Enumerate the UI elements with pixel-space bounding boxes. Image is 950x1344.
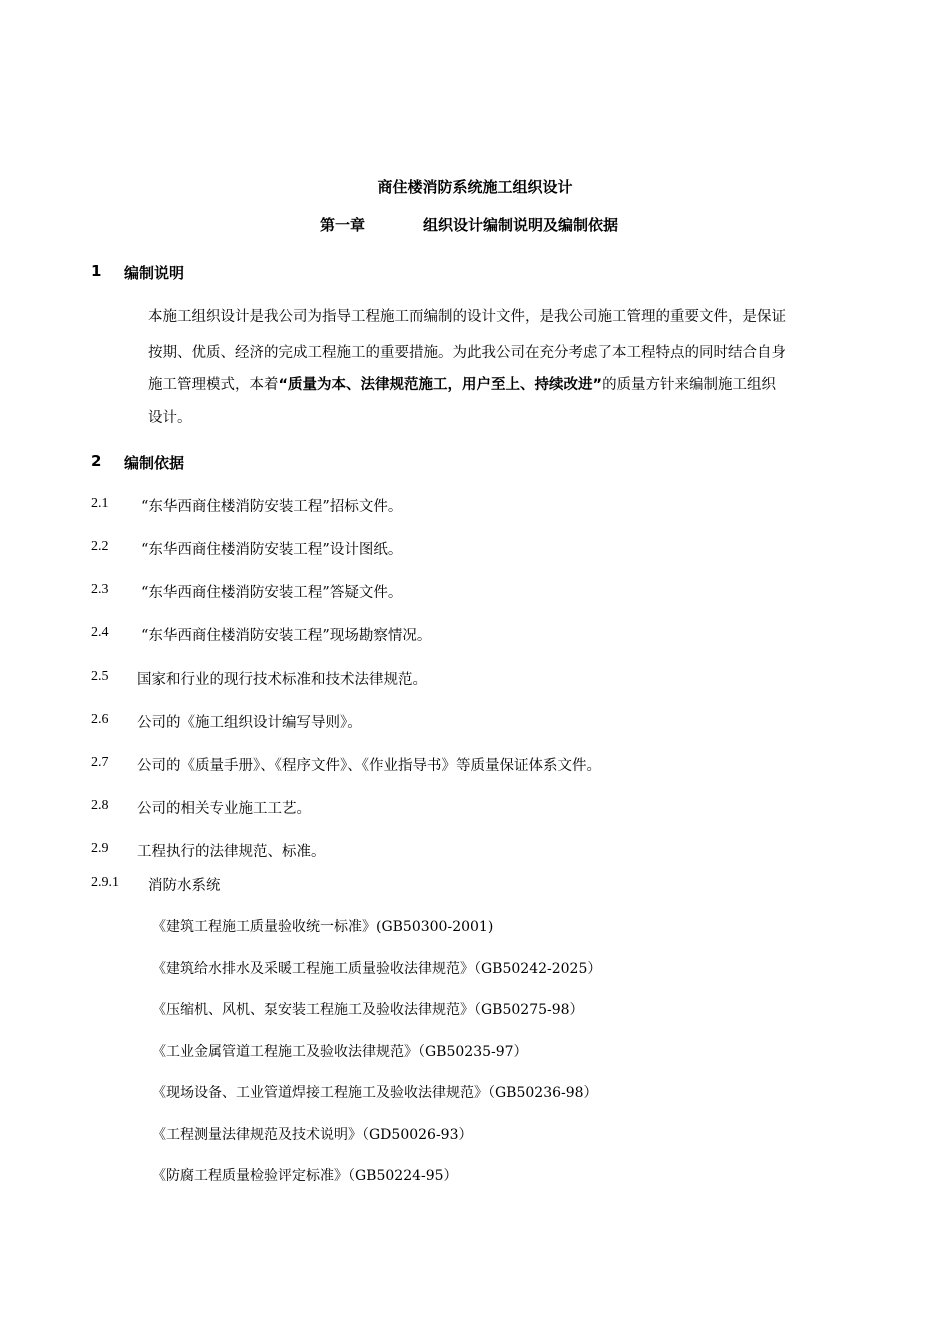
item-text: “东华西商住楼消防安装工程”现场勘察情况。 bbox=[141, 628, 432, 644]
standard-item: 《建筑给水排水及采暖工程施工质量验收法律规范》（GB50242-2025） bbox=[152, 961, 602, 977]
standard-item: 《现场设备、工业管道焊接工程施工及验收法律规范》（GB50236-98） bbox=[152, 1085, 598, 1101]
item-text: 公司的相关专业施工工艺。 bbox=[137, 801, 311, 817]
standard-item: 《建筑工程施工质量验收统一标准》(GB50300-2001) bbox=[152, 919, 494, 935]
item-number: 2.6 bbox=[91, 712, 109, 727]
item-number: 2.8 bbox=[91, 798, 109, 813]
standard-item: 《压缩机、风机、泵安装工程施工及验收法律规范》（GB50275-98） bbox=[152, 1002, 584, 1018]
item-text: 公司的《施工组织设计编写导则》。 bbox=[137, 715, 362, 731]
standard-item: 《防腐工程质量检验评定标准》（GB50224-95） bbox=[152, 1168, 458, 1184]
item-number: 2.5 bbox=[91, 669, 109, 684]
item-text: 国家和行业的现行技术标准和技术法律规范。 bbox=[137, 672, 427, 688]
section-1-number: 1 bbox=[91, 262, 102, 280]
item-text: “东华西商住楼消防安装工程”招标文件。 bbox=[141, 499, 403, 515]
section-2-number: 2 bbox=[91, 452, 102, 470]
item-text: “东华西商住楼消防安装工程”答疑文件。 bbox=[141, 585, 403, 601]
chapter-number: 第一章 bbox=[320, 216, 366, 234]
item-number: 2.1 bbox=[91, 496, 109, 511]
paragraph-line: 本施工组织设计是我公司为指导工程施工而编制的设计文件，是我公司施工管理的重要文件，是保证 bbox=[148, 309, 786, 325]
section-1-heading: 编制说明 bbox=[124, 264, 185, 282]
standard-item: 《工程测量法律规范及技术说明》（GD50026-93） bbox=[152, 1127, 473, 1143]
item-number: 2.3 bbox=[91, 582, 109, 597]
subitem-number: 2.9.1 bbox=[91, 875, 119, 890]
paragraph-text: 施工管理模式，本着 bbox=[148, 377, 279, 393]
item-number: 2.4 bbox=[91, 625, 109, 640]
paragraph-text: 的质量方针来编制施工组织 bbox=[602, 377, 777, 393]
chapter-title: 组织设计编制说明及编制依据 bbox=[423, 216, 619, 234]
section-2-heading: 编制依据 bbox=[124, 454, 185, 472]
item-text: 公司的《质量手册》、《程序文件》、《作业指导书》等质量保证体系文件。 bbox=[137, 758, 601, 774]
paragraph-line bbox=[148, 373, 776, 394]
item-text: “东华西商住楼消防安装工程”设计图纸。 bbox=[141, 542, 403, 558]
subitem-text: 消防水系统 bbox=[148, 878, 221, 894]
standard-item: 《工业金属管道工程施工及验收法律规范》（GB50235-97） bbox=[152, 1044, 528, 1060]
item-text: 工程执行的法律规范、标准。 bbox=[137, 844, 326, 860]
item-number: 2.2 bbox=[91, 539, 109, 554]
item-number: 2.7 bbox=[91, 755, 109, 770]
paragraph-line: 按期、优质、经济的完成工程施工的重要措施。为此我公司在充分考虑了本工程特点的同时结合自身 bbox=[148, 345, 786, 361]
document-title: 商住楼消防系统施工组织设计 bbox=[377, 178, 573, 196]
paragraph-line: 设计。 bbox=[148, 410, 192, 426]
item-number: 2.9 bbox=[91, 841, 109, 856]
quality-policy: “质量为本、法律规范施工，用户至上、持续改进” bbox=[278, 377, 603, 393]
